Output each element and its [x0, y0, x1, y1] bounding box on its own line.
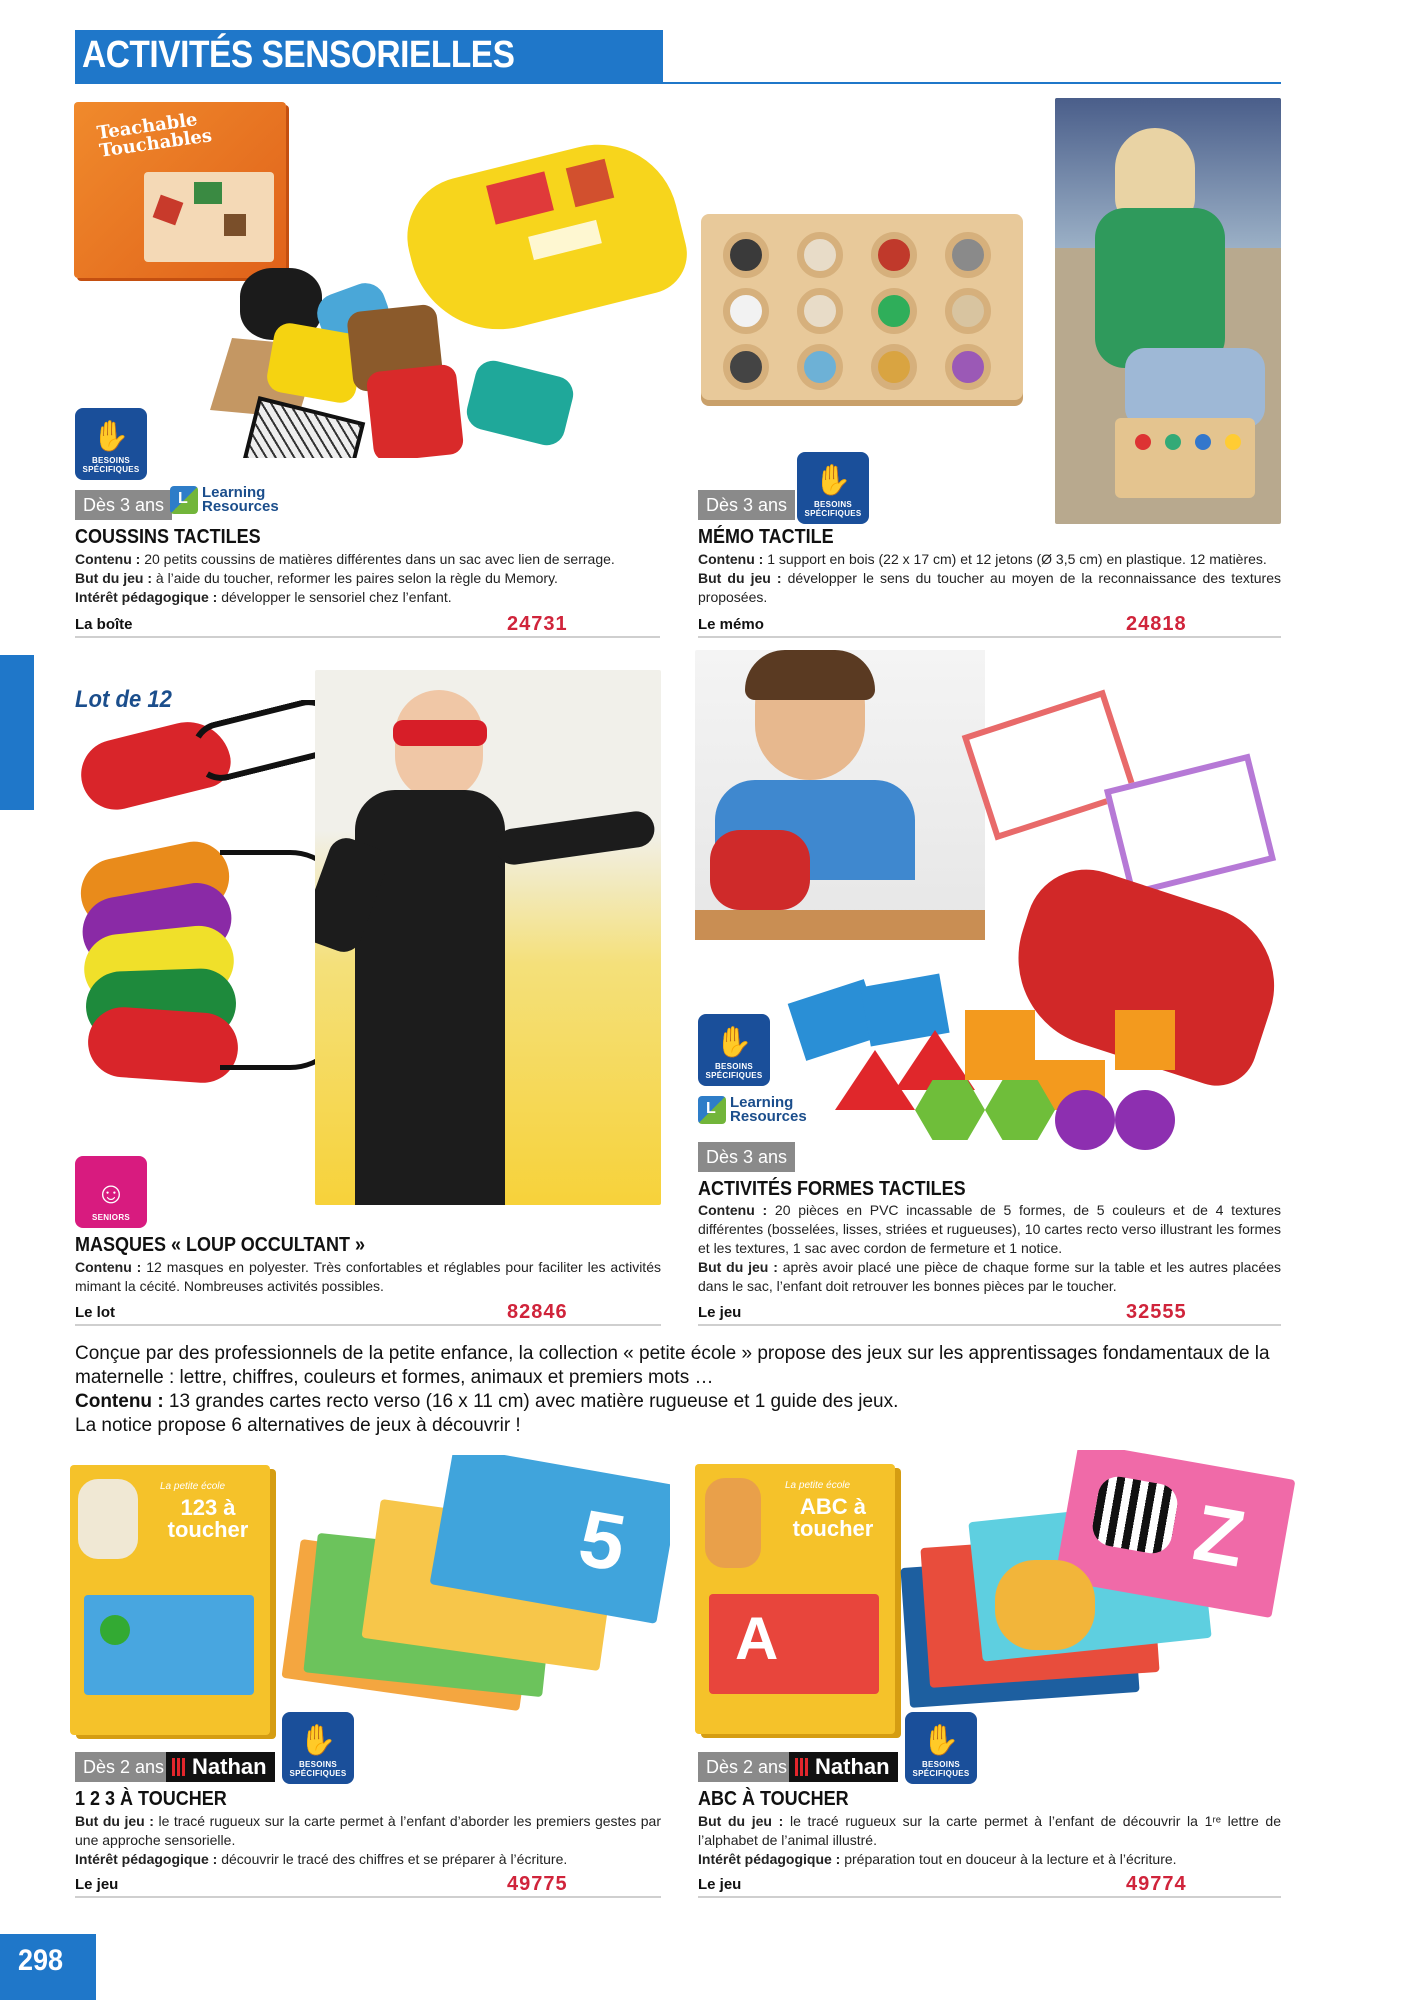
nathan-logo: Nathan — [166, 1752, 275, 1782]
page-title: ACTIVITÉS SENSORIELLES — [82, 34, 515, 76]
formes-tactiles-image — [695, 650, 1295, 1170]
besoins-specifiques-badge: ✋ BESOINS SPÉCIFIQUES — [75, 408, 147, 480]
memo-token — [871, 232, 917, 278]
price-row — [698, 612, 1281, 638]
product-code[interactable]: 49774 — [1126, 1873, 1187, 1895]
price-row — [698, 1872, 1281, 1898]
besoins-specifiques-badge: ✋ BESOINS SPÉCIFIQUES — [282, 1712, 354, 1784]
learning-resources-icon — [170, 486, 198, 514]
price-label: Le jeu — [698, 1304, 742, 1321]
product-title: COUSSINS TACTILES — [75, 526, 261, 548]
box-abc: La petite école ABC à toucher A — [695, 1464, 895, 1734]
besoins-specifiques-badge: ✋ BESOINS SPÉCIFIQUES — [905, 1712, 977, 1784]
section-tab — [0, 655, 34, 810]
product-code[interactable]: 49775 — [507, 1873, 568, 1895]
product-description: But du jeu : le tracé rugueux sur la carte permet à l’enfant d’aborder les premiers gestes par une approche sensorielle. Intérêt pédagogique : découvrir le tracé des chiffres et se préparer à l’écriture. — [75, 1813, 661, 1867]
hand-icon: ✋ — [715, 1026, 753, 1059]
price-label: Le lot — [75, 1304, 115, 1321]
box-123: La petite école 123 à toucher — [70, 1465, 270, 1735]
product-description: Contenu : 20 petits coussins de matières différentes dans un sac avec lien de serrage. But du jeu : à l’aide du toucher, reformer les paires selon la règle du Memory. Intérêt pédagogique : développer le sensoriel chez l’enfant. — [75, 551, 615, 605]
product-code[interactable]: 82846 — [507, 1301, 568, 1323]
nathan-logo: Nathan — [789, 1752, 898, 1782]
memo-token — [797, 232, 843, 278]
box-title: ABC à toucher — [792, 1494, 874, 1541]
learning-resources-icon — [698, 1096, 726, 1124]
product-title: 1 2 3 À TOUCHER — [75, 1788, 227, 1810]
product-description: Contenu : 12 masques en polyester. Très confortables et réglables pour faciliter les activités mimant la cécité. Nombreuses activités possibles. — [75, 1259, 661, 1294]
price-label: Le mémo — [698, 616, 764, 633]
product-title: ABC À TOUCHER — [698, 1788, 849, 1810]
memo-token — [797, 288, 843, 334]
memo-tactile-child-photo — [1055, 98, 1281, 524]
coussins-tactiles-image — [70, 98, 700, 458]
product-title: MASQUES « LOUP OCCULTANT » — [75, 1234, 366, 1256]
teachable-touchables-box — [74, 102, 286, 278]
collection-intro: Conçue par des professionnels de la petite enfance, la collection « petite école » propose des jeux sur les apprentissages fondamentaux de la maternelle : lettre, chiffres, couleurs et formes, animaux et premiers mots … Contenu : 13 grandes cartes recto verso (16 x 11 cm) avec matière rugueuse et 1 guide des jeux. La notice propose 6 alternatives de jeux à découvrir ! — [75, 1343, 1270, 1436]
box-title: 123 à toucher — [167, 1495, 249, 1542]
age-badge: Dès 3 ans — [698, 490, 795, 520]
product-title: ACTIVITÉS FORMES TACTILES — [698, 1178, 966, 1200]
age-badge: Dès 2 ans — [75, 1752, 172, 1782]
product-code[interactable]: 24731 — [507, 613, 568, 635]
page-number: 298 — [18, 1944, 64, 1977]
product-description: Contenu : 1 support en bois (22 x 17 cm) et 12 jetons (Ø 3,5 cm) en plastique. 12 matières. But du jeu : développer le sens du toucher au moyen de la reconnaissance des textures proposées. — [698, 551, 1281, 605]
masques-child-photo — [315, 670, 661, 1205]
hand-icon: ✋ — [92, 420, 130, 453]
header-rule — [75, 82, 1281, 84]
age-badge: Dès 3 ans — [75, 490, 172, 520]
box-title: Teachable Touchables — [95, 109, 214, 162]
memo-token — [871, 344, 917, 390]
hand-icon: ✋ — [922, 1724, 960, 1757]
product-title: MÉMO TACTILE — [698, 526, 834, 548]
besoins-specifiques-badge: ✋ BESOINS SPÉCIFIQUES — [698, 1014, 770, 1086]
learning-resources-logo: L Learning Resources — [698, 1096, 810, 1124]
learning-resources-logo: L Learning Resources — [170, 486, 282, 514]
123-a-toucher-image: La petite école 123 à toucher 5 — [70, 1455, 670, 1745]
hand-icon: ✋ — [814, 464, 852, 497]
price-row — [75, 612, 660, 638]
price-label: La boîte — [75, 616, 133, 633]
senior-face-icon: ☺ — [95, 1177, 127, 1210]
product-description: But du jeu : le tracé rugueux sur la carte permet à l’enfant de découvrir la 1ʳᵉ lettre de l’alphabet de l’animal illustré. Intérêt pédagogique : préparation tout en douceur à la lecture et à l’écriture. — [698, 1813, 1281, 1867]
price-row — [75, 1300, 661, 1326]
abc-a-toucher-image: La petite école ABC à toucher A Z — [695, 1450, 1295, 1745]
hand-icon: ✋ — [299, 1724, 337, 1757]
price-label: Le jeu — [75, 1876, 119, 1893]
age-badge: Dès 2 ans — [698, 1752, 795, 1782]
price-label: Le jeu — [698, 1876, 742, 1893]
seniors-badge: ☺ SENIORS — [75, 1156, 147, 1228]
memo-token — [797, 344, 843, 390]
memo-token — [945, 344, 991, 390]
memo-token — [723, 288, 769, 334]
product-description: Contenu : 20 pièces en PVC incassable de 5 formes, de 5 couleurs et de 4 textures différentes (bosselées, lisses, striées et rugueuses), 10 cartes recto verso illustrant les formes et les textures, 1 sac avec cordon de fermeture et 1 notice. But du jeu : après avoir placé une pièce de chaque forme sur la table et les autres placées dans le sac, l’enfant doit retrouver les bonnes pièces par le toucher. — [698, 1202, 1281, 1294]
product-code[interactable]: 24818 — [1126, 613, 1187, 635]
lot-label: Lot de 12 — [75, 686, 172, 713]
product-code[interactable]: 32555 — [1126, 1301, 1187, 1323]
memo-token — [945, 232, 991, 278]
price-row — [698, 1300, 1281, 1326]
besoins-specifiques-badge: ✋ BESOINS SPÉCIFIQUES — [797, 452, 869, 524]
memo-token — [723, 232, 769, 278]
age-badge: Dès 3 ans — [698, 1142, 795, 1172]
price-row — [75, 1872, 661, 1898]
memo-token — [871, 288, 917, 334]
memo-tactile-board-image — [695, 200, 1030, 415]
memo-token — [945, 288, 991, 334]
memo-token — [723, 344, 769, 390]
